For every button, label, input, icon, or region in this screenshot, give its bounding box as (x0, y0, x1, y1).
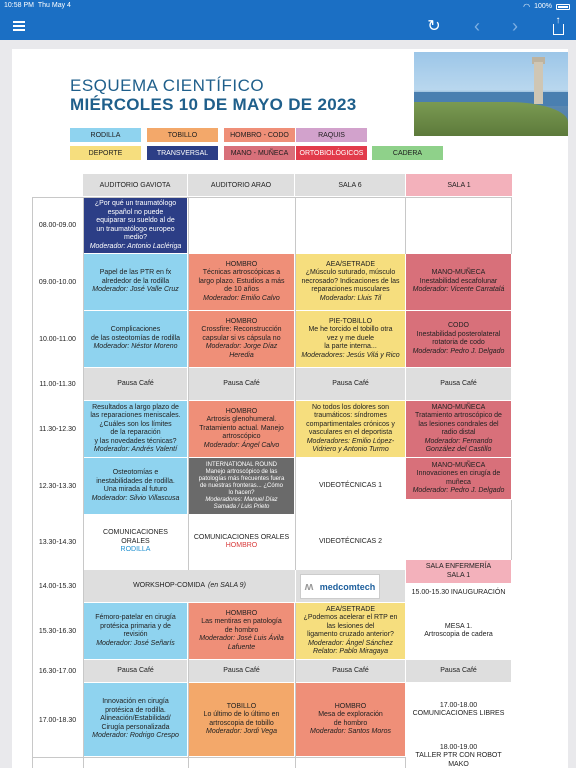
time-slot: 09.00-10.00 (38, 278, 77, 286)
refresh-icon[interactable]: ↻ (427, 18, 441, 35)
forward-icon[interactable]: › (512, 15, 518, 36)
session-cell[interactable]: 18.00-19.00 TALLER PTR CON ROBOT MAKO (406, 738, 512, 768)
session-cell[interactable]: AEA/SETRADE ¿Podemos acelerar el RTP en las lesiones del ligamento cruzado anterior? Moderador: Ángel Sánchez Relator: Pablo Miragaya (296, 603, 406, 660)
session-cell[interactable]: MESA 1. Artroscopia de cadera (406, 603, 512, 660)
break-cell: Pausa Café (189, 660, 295, 683)
app-toolbar (0, 12, 576, 40)
time-slot: 10.00-11.00 (39, 335, 76, 343)
session-cell[interactable]: HOMBRO Crossfire: Reconstrucción capsular si vs cápsula no Moderador: Jorge Díaz Heredia (189, 311, 295, 368)
battery-percent: 100% (534, 3, 552, 10)
session-cell[interactable]: TOBILLO Lo último de lo último en artroscopia de tobillo Moderador: Jordi Vega (189, 683, 295, 757)
lighthouse-photo (414, 52, 568, 136)
time-slot: 13.30-14.30 (38, 538, 77, 546)
time-slot: 16.30-17.00 (38, 667, 77, 675)
page-date: MIÉRCOLES 10 DE MAYO DE 2023 (70, 95, 357, 114)
session-cell[interactable]: HOMBRO Artrosis glenohumeral. Tratamiento actual. Manejo artroscópico Moderador: Ángel Calvo (189, 401, 295, 458)
page-title: ESQUEMA CIENTÍFICO (70, 76, 265, 95)
battery-icon (556, 4, 570, 10)
legend-hombro-codo: HOMBRO - CODO (224, 128, 295, 142)
session-cell[interactable]: MANO-MUÑECA Tratamiento artroscópico de las lesiones condrales del radio distal Moderador: Fernando González del Castillo (406, 401, 512, 458)
session-cell[interactable]: No todos los dolores son traumáticos: síndromes compartimentales crónicos y vasculares en el deportista Moderadores: Emilio López- Vidriero y Antonio Turmo (296, 401, 406, 458)
time-slot: 15.30-16.30 (38, 627, 77, 635)
time-slot: 12.30-13.30 (38, 482, 77, 490)
session-cell[interactable]: CODO Inestabilidad posterolateral rotatoria de codo Moderador: Pedro J. Delgado (406, 311, 512, 368)
session-cell[interactable]: VIDEOTÉCNICAS 2 (296, 515, 406, 570)
session-cell[interactable]: Papel de las PTR en fx alrededor de la rodilla Moderador: José Valle Cruz (84, 254, 188, 311)
medcomtech-logo: ʍ medcomtech (300, 574, 380, 599)
col-sala-1: SALA 1 (406, 174, 512, 196)
break-cell: Pausa Café (296, 368, 406, 401)
menu-icon[interactable] (8, 16, 30, 36)
session-cell[interactable]: PIE-TOBILLO Me he torcido el tobillo otra vez y me duele la parte interna... Moderadores: Jesús Vilá y Rico (296, 311, 406, 368)
status-bar (0, 0, 576, 12)
col-auditorio-gaviota: AUDITORIO GAVIOTA (83, 174, 187, 196)
break-cell: Pausa Café (84, 660, 188, 683)
break-cell: Pausa Café (84, 368, 188, 401)
session-cell[interactable]: 15.00-15.30 INAUGURACIÓN (406, 584, 512, 603)
legend-tobillo: TOBILLO (147, 128, 218, 142)
workshop-cell[interactable]: WORKSHOP-COMIDA (en SALA 9) (84, 570, 296, 603)
session-cell[interactable]: MANO-MUÑECA Inestabilidad escafolunar Moderador: Vicente Carratalá (406, 254, 512, 311)
session-cell[interactable]: 17.00-18.00 COMUNICACIONES LIBRES (406, 683, 512, 738)
legend-ortobiologicos: ORTOBIOLÓGICOS (296, 146, 367, 160)
session-cell[interactable]: VIDEOTÉCNICAS 1 (296, 458, 406, 515)
session-cell[interactable]: COMUNICACIONES ORALES HOMBRO (189, 515, 295, 570)
session-cell[interactable]: HOMBRO Técnicas artroscópicas a largo plazo. Estudios a más de 10 años Moderador: Emilio Calvo (189, 254, 295, 311)
break-cell: Pausa Café (406, 660, 512, 683)
col-sala-6: SALA 6 (295, 174, 405, 196)
back-icon[interactable]: ‹ (474, 15, 480, 36)
time-slot: 11.00-11.30 (39, 380, 76, 388)
legend-raquis: RAQUIS (296, 128, 367, 142)
legend-cadera: CADERA (372, 146, 443, 160)
session-cell[interactable]: HOMBRO Las mentiras en patología de hombro Moderador: José Luis Ávila Lafuente (189, 603, 295, 660)
col-auditorio-arao: AUDITORIO ARAO (188, 174, 294, 196)
legend-mano-muneca: MANO - MUÑECA (224, 146, 295, 160)
session-cell[interactable]: Osteotomías e inestabilidades de rodilla. Una mirada al futuro Moderador: Silvio Villascusa (84, 458, 188, 515)
session-cell[interactable]: Innovación en cirugía protésica de rodilla. Alineación/Estabilidad/ Cirugía personalizada Moderador: Rodrigo Crespo (84, 683, 188, 757)
time-slot: 17.00-18.30 (38, 716, 77, 724)
session-cell[interactable]: Resultados a largo plazo de las reparaciones meniscales. ¿Cuáles son los límites de la reparación y las novedades técnicas? Moderador: Andrés Valentí (84, 401, 188, 458)
status-indicators (523, 2, 570, 11)
session-cell[interactable]: COMUNICACIONES ORALES RODILLA (84, 515, 188, 570)
time-slot: 11.30-12.30 (39, 425, 76, 433)
legend-rodilla: RODILLA (70, 128, 141, 142)
session-cell[interactable]: INTERNATIONAL ROUND Manejo artroscópico de las patologías más frecuentes fuera de nuestras fronteras... ¿Cómo lo hacen? Moderadores: Manuel Díaz Samada / Luis Prieto (189, 458, 295, 515)
share-icon[interactable]: ↑ (547, 16, 569, 36)
status-time: 10:58 PM Thu May 4 (4, 2, 71, 9)
wifi-icon: ◠ (523, 2, 531, 11)
session-cell[interactable]: HOMBRO Mesa de exploración de hombro Moderador: Santos Moros (296, 683, 406, 757)
break-cell: Pausa Café (296, 660, 406, 683)
session-cell[interactable]: SALA ENFERMERÍA SALA 1 (406, 560, 512, 584)
break-cell: Pausa Café (406, 368, 512, 401)
schedule-page (12, 49, 568, 768)
legend-deporte: DEPORTE (70, 146, 141, 160)
session-cell[interactable]: ¿Por qué un traumatólogo español no puede equiparar su sueldo al de un traumatólogo europeo medio? Moderador: Antonio Laclériga (84, 198, 188, 254)
session-cell[interactable]: AEA/SETRADE ¿Músculo suturado, músculo necrosado? Indicaciones de las reparaciones musculares Moderador: Lluis Til (296, 254, 406, 311)
time-slot: 08.00-09.00 (38, 222, 77, 229)
session-cell[interactable]: Fémoro-patelar en cirugía protésica primaria y de revisión Moderador: José Señarís (84, 603, 188, 660)
session-cell[interactable]: MANO-MUÑECA Innovaciones en cirugía de muñeca Moderador: Pedro J. Delgado (406, 458, 512, 500)
time-slot: 14.00-15.30 (38, 582, 77, 590)
break-cell: Pausa Café (189, 368, 295, 401)
legend-transversal: TRANSVERSAL (147, 146, 218, 160)
session-cell[interactable]: Complicaciones de las osteotomías de rodilla Moderador: Néstor Moreno (84, 311, 188, 368)
